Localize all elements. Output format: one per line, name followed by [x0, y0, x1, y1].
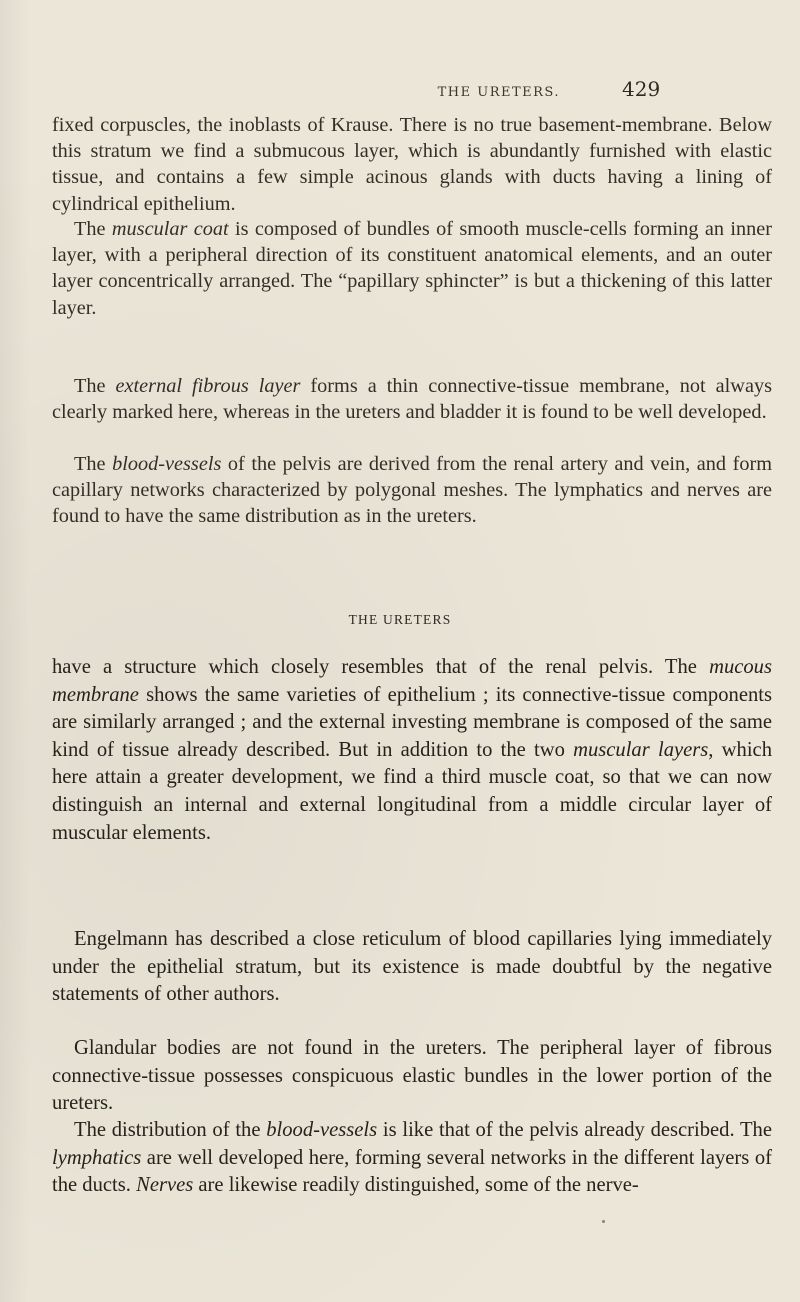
paragraph-text: of the pelvis are derived from the renal artery and vein, and form capillary networks characterized by polygonal meshes. The lymphatics and nerves are found to have the same distribution as in the ureters.	[52, 453, 772, 528]
paragraph-basement-membrane	[52, 112, 772, 217]
paragraph-distribution	[52, 1117, 772, 1200]
paragraph-external-fibrous-layer	[52, 373, 772, 425]
term-blood-vessels: blood-vessels	[112, 453, 222, 475]
paragraph-text: shows the same varieties of epithelium ; its connective-tissue components are similarly arranged ; and the external investing membrane is composed of the same kind of tissue already described. But in addition to the two	[52, 683, 772, 761]
paragraph-text: is composed of bundles of smooth muscle-cells forming an inner layer, with a peripheral direction of its constituent anatomical elements, and an outer layer concentrically arranged. The “papillary sphincter” is but a thickening of this latter layer.	[52, 218, 773, 319]
paragraph-text: The distribution of the	[74, 1119, 267, 1141]
term-nerves: Nerves	[136, 1174, 194, 1197]
term-mucous-membrane: mucous membrane	[52, 656, 772, 706]
paragraph-text: have a structure which closely resembles that of the renal pelvis. The	[52, 656, 710, 678]
paragraph-text: forms a thin connective-tissue membrane, not always clearly marked here, whereas in the ureters and bladder it is found to be well developed.	[52, 375, 772, 424]
term-muscular-coat: muscular coat	[111, 218, 229, 240]
paragraph-text: Engelmann has described a close reticulum of blood capillaries lying immediately under the epithelial stratum, but its existence is made doubtful by the negative statements of other authors.	[52, 928, 772, 1006]
term-muscular-layers: muscular layers	[573, 738, 709, 761]
paper-speck	[602, 1220, 605, 1223]
paragraph-engelmann	[52, 926, 772, 1009]
paragraph-text: are well developed here, forming several networks in the different layers of the ducts.	[52, 1146, 772, 1197]
paragraph-lead: The	[74, 218, 112, 240]
paragraph-ureters-structure	[52, 654, 772, 847]
term-blood-vessels: blood-vessels	[266, 1119, 378, 1141]
paragraph-muscular-coat	[52, 216, 772, 321]
term-external-fibrous-layer: external fibrous layer	[115, 375, 301, 397]
paragraph-blood-vessels-pelvis	[52, 451, 772, 530]
paragraph-lead: The	[74, 375, 116, 397]
paragraph-text: , which here attain a greater development, we find a third muscle coat, so that we can now distinguish an internal and external longitudinal from a middle circular layer of muscular elements.	[52, 738, 772, 844]
paragraph-text: fixed corpuscles, the inoblasts of Krause. There is no true basement-membrane. Below this stratum we find a submucous layer, which is abundantly furnished with elastic tissue, and contains a few simple acinous glands with ducts having a lining of cylindrical epithelium.	[52, 114, 772, 215]
paragraph-glandular-bodies	[52, 1035, 772, 1118]
term-lymphatics: lymphatics	[52, 1146, 142, 1169]
paragraph-text: Glandular bodies are not found in the ureters. The peripheral layer of fibrous connective-tissue possesses conspicuous elastic bundles in the lower portion of the ureters.	[52, 1037, 772, 1115]
paragraph-text: is like that of the pelvis already described. The	[377, 1119, 772, 1141]
paragraph-text: are likewise readily distinguished, some of the nerve-	[193, 1174, 639, 1197]
section-heading-ureters: THE URETERS	[348, 612, 452, 627]
page-number: 429	[622, 77, 661, 101]
paragraph-lead: The	[74, 453, 113, 475]
running-head: THE URETERS.	[437, 85, 560, 100]
